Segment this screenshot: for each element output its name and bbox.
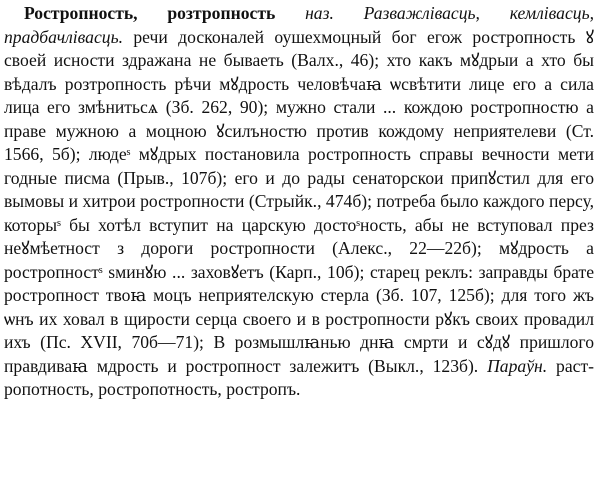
dictionary-entry xyxy=(4,2,594,402)
citations: речи досконалей оушехмоцный бог егож ростропность ꙋ своей исности здражана не бываеть (Валх., 46); хто какъ мꙋдрыи а хто бы вѣдалъ розтропность рѣчи мꙋдрость человѣчаꙗ ѡсвѣтити лице его а сила лица его змѣнитьсѧ (Зб. 262, 90); мужно стали ... кождою ростропностю а праве мужною а моцною ꙋсилъностю против кождому неприятелеви (Ст. 1566, 5б); людеˢ мꙋдрых постановила ростропность справы вечности мети годные писма (Прыв., 107б); его и до рады сенаторскои припꙋстил для его вымовы и хитрои ростропности (Стрыйк., 474б); потреба было каждого персу, которыˢ бы хотѣл вступит на царскую достоˢность, абы не вступовал през неꙋмѣетност з дороги ростропности (Алекс., 22—22б); мꙋдрость а ростропностˢ ѕминꙋю ... заховꙋетъ (Карп., 10б); старец реклъ: заправды брате ростропност твоꙗ моцъ неприятелскую стерла (Зб. 107, 125б); для того жъ ѡнъ их ховал в щирости серца своего и в ростропности рꙋкъ своих провадил ихъ (Пс. XVII, 70б—71); В розмышлꙗнью днꙗ смрти и сꙋдꙋ пришлого правдиваꙗ мдрость и ростропност залежитъ (Выкл., 123б). xyxy=(4,26,594,376)
grammar-label: наз. xyxy=(305,3,334,23)
variants-label: Параўн. xyxy=(487,355,548,376)
headword: Ростропность, розтропность xyxy=(24,3,276,23)
variants: растропотность, ростропотность, ростропъ. xyxy=(4,355,594,399)
definition: Разважлівасць, кемлівасць, прадбачлівасць. xyxy=(4,3,594,47)
